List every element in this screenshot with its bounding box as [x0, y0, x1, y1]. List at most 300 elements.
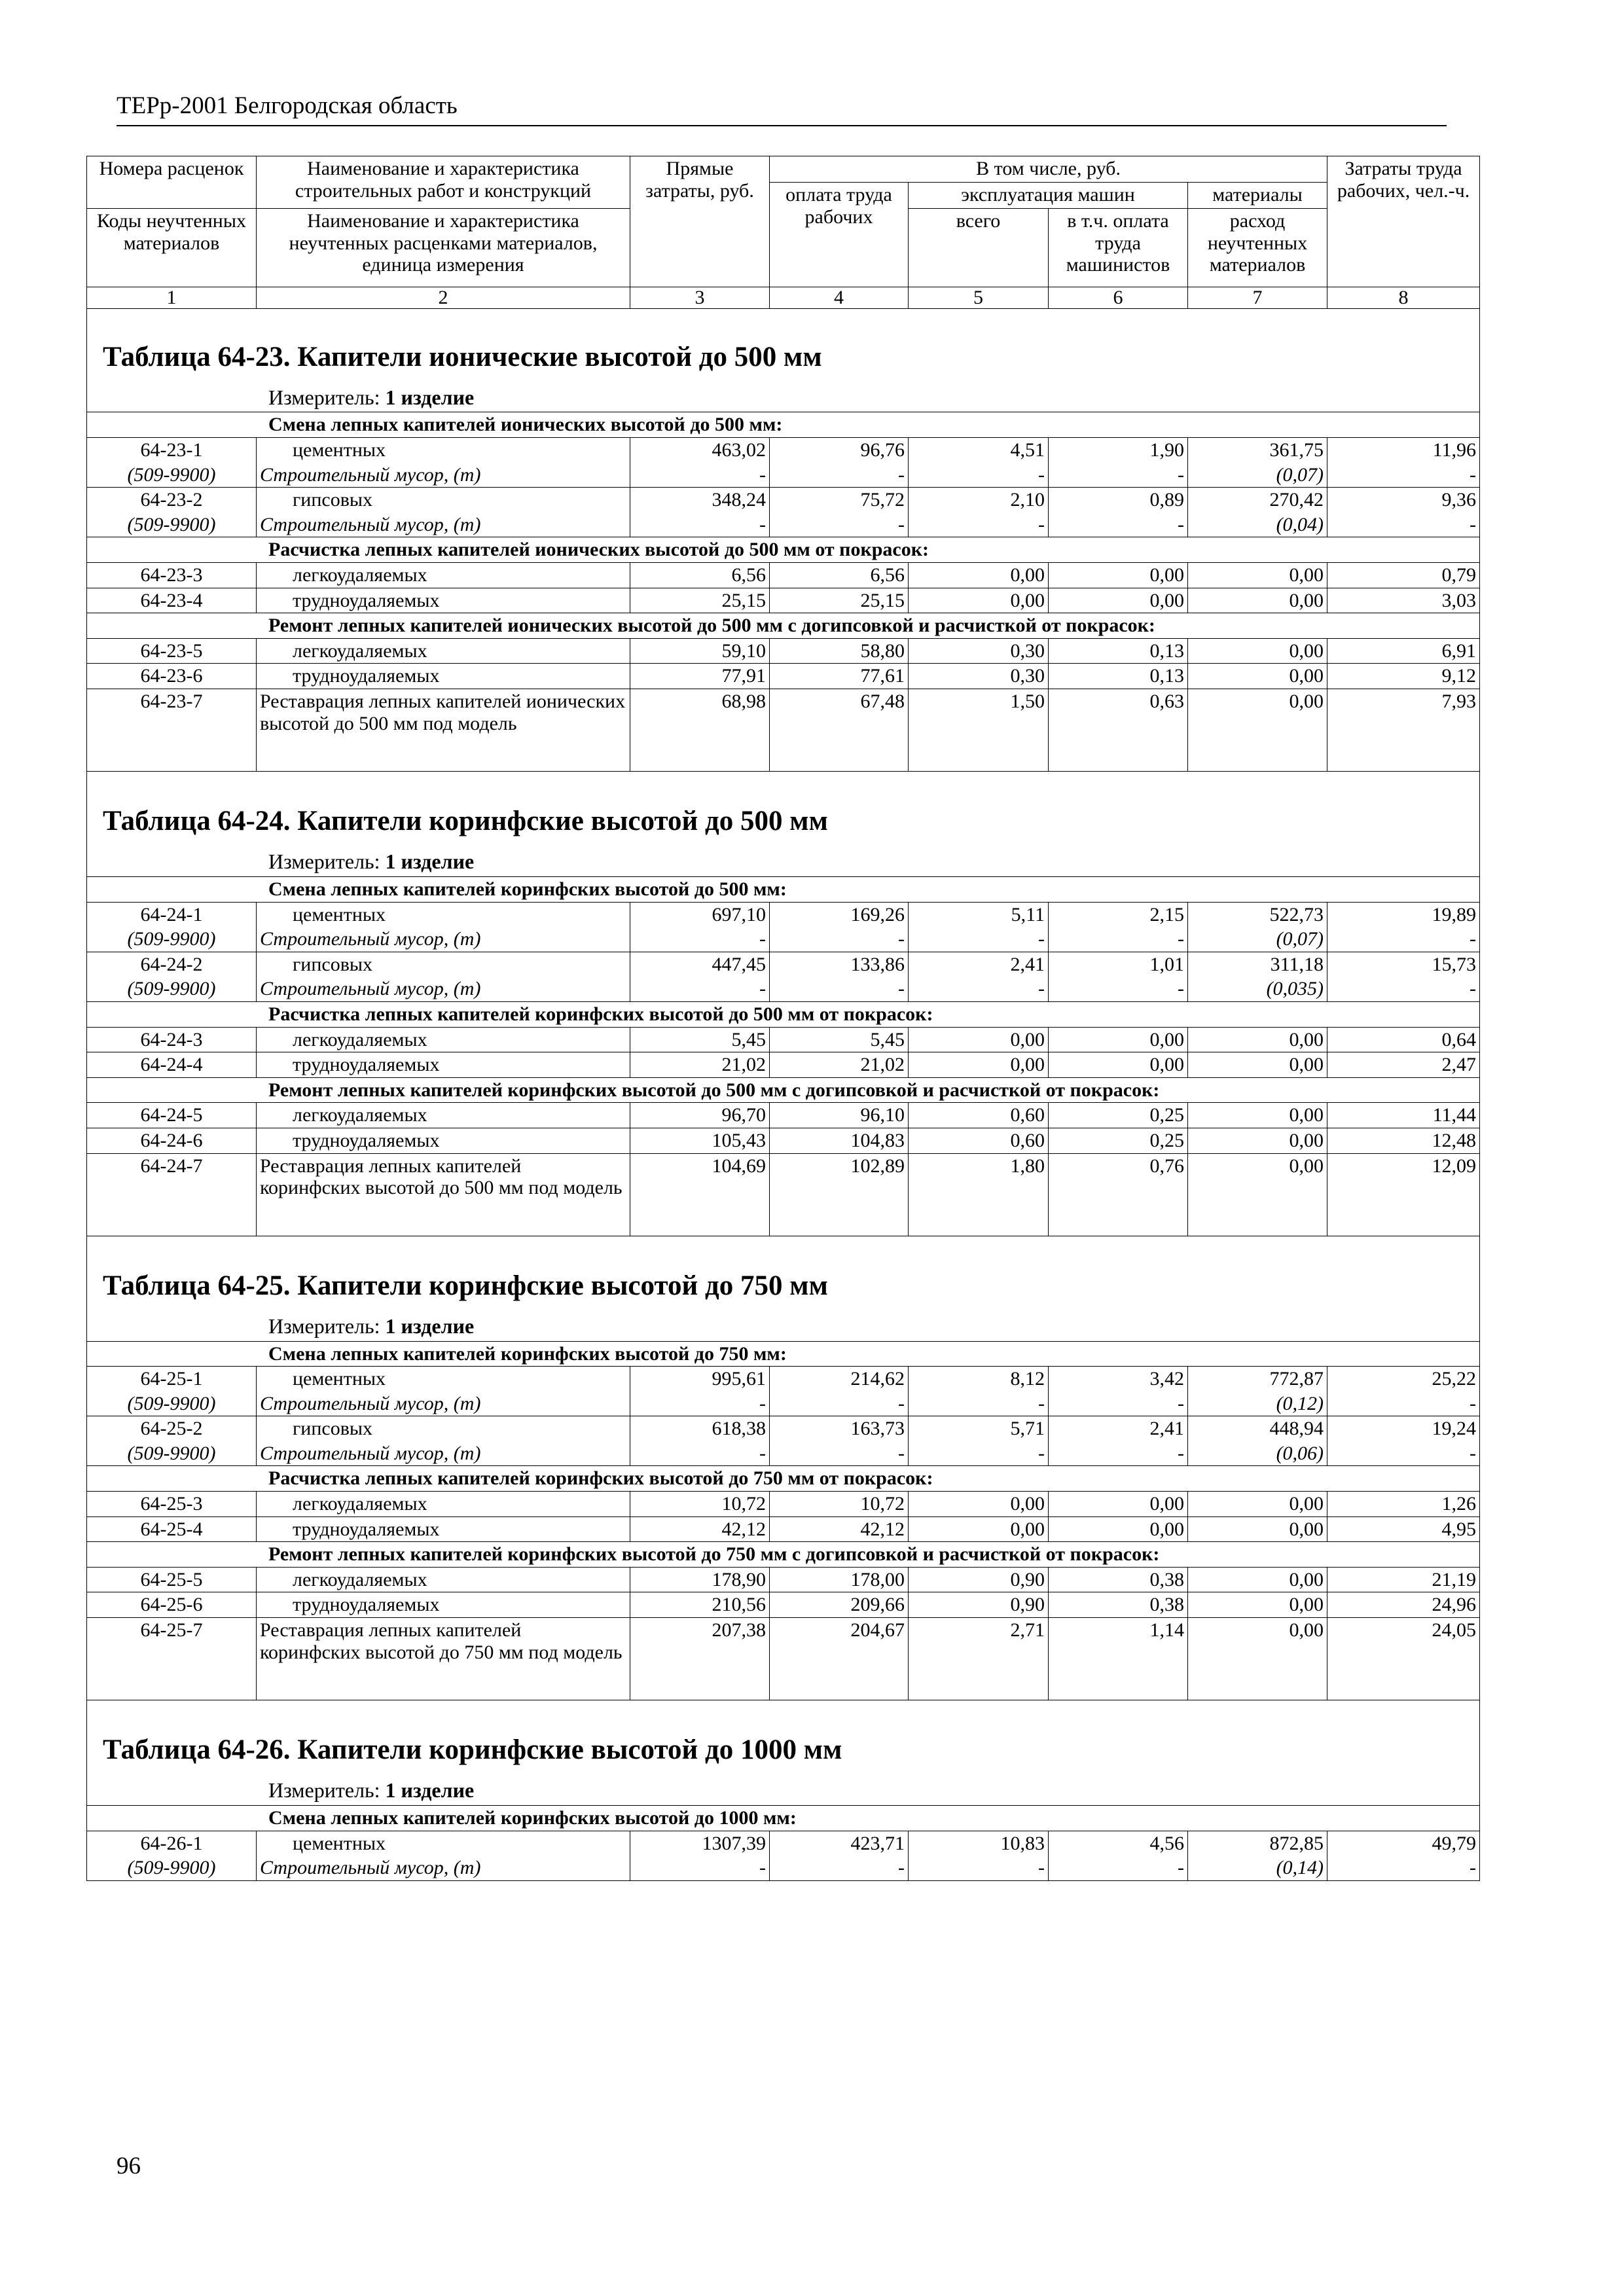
value-machinist-pay: 3,42 — [1049, 1367, 1188, 1391]
value-machines-total: 0,60 — [909, 1103, 1049, 1128]
value-machines-total: 4,51 — [909, 438, 1049, 463]
value-direct-costs: 5,45 — [630, 1027, 770, 1052]
rate-name: трудноудаляемых — [257, 1052, 630, 1078]
measure-cell — [87, 1310, 1480, 1341]
value-direct-costs: 447,45 — [630, 952, 770, 977]
rate-name: трудноудаляемых — [257, 1516, 630, 1542]
material-value: - — [909, 977, 1049, 1001]
value-worker-pay: 214,62 — [770, 1367, 909, 1391]
value-machinist-pay: 0,13 — [1049, 664, 1188, 689]
measure-row — [87, 1310, 1480, 1341]
value-machines-total: 1,80 — [909, 1153, 1049, 1236]
rate-code: 64-25-4 — [87, 1516, 257, 1542]
value-worker-pay: 104,83 — [770, 1128, 909, 1153]
rate-row — [87, 1128, 1480, 1153]
material-row — [87, 512, 1480, 537]
material-value: - — [1327, 512, 1480, 537]
value-machinist-pay: 0,25 — [1049, 1103, 1188, 1128]
material-row — [87, 1441, 1480, 1466]
material-value: - — [909, 463, 1049, 488]
rate-code: 64-23-4 — [87, 588, 257, 613]
value-machinist-pay: 0,00 — [1049, 1052, 1188, 1078]
group-title-row — [87, 412, 1480, 438]
value-labor-costs: 0,64 — [1327, 1027, 1480, 1052]
rate-name: трудноудаляемых — [257, 1592, 630, 1618]
value-machinist-pay: 0,76 — [1049, 1153, 1188, 1236]
value-materials: 0,00 — [1188, 1128, 1327, 1153]
measure-cell — [87, 1774, 1480, 1805]
rate-code: 64-24-2 — [87, 952, 257, 977]
rate-code: 64-23-7 — [87, 689, 257, 772]
value-machines-total: 5,71 — [909, 1416, 1049, 1441]
column-number: 6 — [1049, 287, 1188, 309]
column-numbers-row — [87, 287, 1480, 309]
material-row — [87, 977, 1480, 1001]
value-materials: 0,00 — [1188, 1592, 1327, 1618]
group-title-row — [87, 1806, 1480, 1831]
value-direct-costs: 77,91 — [630, 664, 770, 689]
value-machinist-pay: 0,00 — [1049, 588, 1188, 613]
material-value: - — [1049, 927, 1188, 952]
value-materials: 311,18 — [1188, 952, 1327, 977]
table-title-row — [87, 772, 1480, 846]
column-number: 3 — [630, 287, 770, 309]
rate-row — [87, 664, 1480, 689]
measure-row — [87, 381, 1480, 412]
group-title: Смена лепных капителей коринфских высотой до 750 мм: — [87, 1341, 1480, 1367]
value-materials: 0,00 — [1188, 664, 1327, 689]
value-labor-costs: 21,19 — [1327, 1567, 1480, 1592]
rate-row — [87, 689, 1480, 772]
material-value: (0,07) — [1188, 927, 1327, 952]
material-value: (0,035) — [1188, 977, 1327, 1001]
material-value: - — [1327, 463, 1480, 488]
measure-row — [87, 845, 1480, 876]
material-row — [87, 927, 1480, 952]
group-title: Ремонт лепных капителей коринфских высотой до 750 мм с догипсовкой и расчисткой от покрасок: — [87, 1542, 1480, 1568]
rate-name: легкоудаляемых — [257, 1103, 630, 1128]
col-machines-total-header: всего — [909, 209, 1049, 287]
measure-label: Измеритель: — [268, 850, 380, 874]
value-machines-total: 2,10 — [909, 488, 1049, 512]
group-title: Ремонт лепных капителей ионических высотой до 500 мм с догипсовкой и расчисткой от покрасок: — [87, 613, 1480, 639]
value-direct-costs: 697,10 — [630, 902, 770, 927]
material-name: Строительный мусор, (т) — [257, 1391, 630, 1416]
value-worker-pay: 42,12 — [770, 1516, 909, 1542]
rate-row — [87, 638, 1480, 664]
material-value: (0,06) — [1188, 1441, 1327, 1466]
value-direct-costs: 6,56 — [630, 563, 770, 588]
value-worker-pay: 25,15 — [770, 588, 909, 613]
rate-name: легкоудаляемых — [257, 563, 630, 588]
page-header: ТЕРр-2001 Белгородская область — [117, 92, 1447, 126]
value-machines-total: 0,00 — [909, 563, 1049, 588]
table-title: Таблица 64-23. Капители ионические высотой до 500 мм — [87, 308, 1480, 381]
value-labor-costs: 6,91 — [1327, 638, 1480, 664]
value-worker-pay: 204,67 — [770, 1618, 909, 1700]
value-materials: 270,42 — [1188, 488, 1327, 512]
value-machines-total: 1,50 — [909, 689, 1049, 772]
value-materials: 772,87 — [1188, 1367, 1327, 1391]
rate-code: 64-24-1 — [87, 902, 257, 927]
group-title-row — [87, 1542, 1480, 1568]
material-value: - — [909, 1441, 1049, 1466]
col-machines-header: эксплуатация машин — [909, 183, 1188, 209]
measure-cell — [87, 845, 1480, 876]
value-direct-costs: 21,02 — [630, 1052, 770, 1078]
column-number: 7 — [1188, 287, 1327, 309]
rate-name: гипсовых — [257, 952, 630, 977]
value-direct-costs: 463,02 — [630, 438, 770, 463]
page-number: 96 — [117, 2153, 141, 2179]
material-value: - — [1049, 1441, 1188, 1466]
value-labor-costs: 11,44 — [1327, 1103, 1480, 1128]
value-materials: 361,75 — [1188, 438, 1327, 463]
group-title-row — [87, 613, 1480, 639]
material-value: - — [909, 927, 1049, 952]
material-row — [87, 1856, 1480, 1880]
value-direct-costs: 25,15 — [630, 588, 770, 613]
column-number: 8 — [1327, 287, 1480, 309]
material-row — [87, 1391, 1480, 1416]
rate-code: 64-25-6 — [87, 1592, 257, 1618]
value-worker-pay: 423,71 — [770, 1831, 909, 1856]
material-value: - — [630, 977, 770, 1001]
value-machinist-pay: 4,56 — [1049, 1831, 1188, 1856]
material-code: (509-9900) — [87, 1441, 257, 1466]
material-value: - — [1327, 1441, 1480, 1466]
group-title: Ремонт лепных капителей коринфских высотой до 500 мм с догипсовкой и расчисткой от покрасок: — [87, 1077, 1480, 1103]
group-title-row — [87, 1001, 1480, 1027]
measure-row — [87, 1774, 1480, 1805]
value-materials: 0,00 — [1188, 1516, 1327, 1542]
material-value: - — [770, 463, 909, 488]
col-materials-consumption-header: расход неучтенных материалов — [1188, 209, 1327, 287]
value-labor-costs: 12,48 — [1327, 1128, 1480, 1153]
material-name: Строительный мусор, (т) — [257, 1441, 630, 1466]
rate-name: гипсовых — [257, 488, 630, 512]
column-number: 1 — [87, 287, 257, 309]
value-worker-pay: 163,73 — [770, 1416, 909, 1441]
group-title-row — [87, 1341, 1480, 1367]
value-worker-pay: 5,45 — [770, 1027, 909, 1052]
rate-code: 64-25-1 — [87, 1367, 257, 1391]
value-worker-pay: 178,00 — [770, 1567, 909, 1592]
value-machines-total: 0,00 — [909, 1492, 1049, 1517]
table-title-row — [87, 308, 1480, 381]
rate-name: Реставрация лепных капителей коринфских высотой до 500 мм под модель — [257, 1153, 630, 1236]
rate-name: легкоудаляемых — [257, 1027, 630, 1052]
value-machines-total: 0,90 — [909, 1592, 1049, 1618]
value-materials: 0,00 — [1188, 1492, 1327, 1517]
value-machinist-pay: 0,25 — [1049, 1128, 1188, 1153]
value-materials: 0,00 — [1188, 1052, 1327, 1078]
rate-name: цементных — [257, 438, 630, 463]
col-work-name-header: Наименование и характеристика строительных работ и конструкций — [257, 156, 630, 209]
table-title: Таблица 64-24. Капители коринфские высотой до 500 мм — [87, 772, 1480, 846]
material-value: - — [1327, 927, 1480, 952]
value-machinist-pay: 0,00 — [1049, 1492, 1188, 1517]
rate-code: 64-25-2 — [87, 1416, 257, 1441]
value-materials: 0,00 — [1188, 1103, 1327, 1128]
rate-row — [87, 1103, 1480, 1128]
rate-code: 64-23-1 — [87, 438, 257, 463]
rate-row — [87, 1831, 1480, 1856]
value-materials: 0,00 — [1188, 1567, 1327, 1592]
material-value: (0,14) — [1188, 1856, 1327, 1880]
col-including-header: В том числе, руб. — [770, 156, 1327, 183]
material-name: Строительный мусор, (т) — [257, 1856, 630, 1880]
group-title: Смена лепных капителей коринфских высотой до 1000 мм: — [87, 1806, 1480, 1831]
rate-code: 64-24-4 — [87, 1052, 257, 1078]
value-machines-total: 0,00 — [909, 588, 1049, 613]
value-machinist-pay: 2,41 — [1049, 1416, 1188, 1441]
group-title: Расчистка лепных капителей ионических высотой до 500 мм от покрасок: — [87, 537, 1480, 563]
col-materials-header: материалы — [1188, 183, 1327, 209]
material-code: (509-9900) — [87, 1856, 257, 1880]
rate-row — [87, 488, 1480, 512]
value-machinist-pay: 0,13 — [1049, 638, 1188, 664]
rate-code: 64-26-1 — [87, 1831, 257, 1856]
value-direct-costs: 178,90 — [630, 1567, 770, 1592]
group-title: Смена лепных капителей ионических высотой до 500 мм: — [87, 412, 1480, 438]
table-title-row — [87, 1236, 1480, 1310]
group-title-row — [87, 1077, 1480, 1103]
measure-value: 1 изделие — [385, 385, 475, 409]
rate-row — [87, 1592, 1480, 1618]
value-machines-total: 0,00 — [909, 1027, 1049, 1052]
material-value: - — [770, 1856, 909, 1880]
value-worker-pay: 77,61 — [770, 664, 909, 689]
rate-row — [87, 1367, 1480, 1391]
rate-name: Реставрация лепных капителей коринфских высотой до 750 мм под модель — [257, 1618, 630, 1700]
value-machines-total: 0,30 — [909, 638, 1049, 664]
material-name: Строительный мусор, (т) — [257, 927, 630, 952]
rate-row — [87, 563, 1480, 588]
group-title-row — [87, 877, 1480, 903]
material-value: (0,04) — [1188, 512, 1327, 537]
material-value: - — [630, 1856, 770, 1880]
material-value: - — [1049, 977, 1188, 1001]
value-direct-costs: 210,56 — [630, 1592, 770, 1618]
material-value: - — [1049, 1391, 1188, 1416]
value-machines-total: 8,12 — [909, 1367, 1049, 1391]
material-value: - — [770, 927, 909, 952]
value-worker-pay: 21,02 — [770, 1052, 909, 1078]
value-machines-total: 2,71 — [909, 1618, 1049, 1700]
value-machines-total: 2,41 — [909, 952, 1049, 977]
rate-name: легкоудаляемых — [257, 1567, 630, 1592]
rate-code: 64-24-6 — [87, 1128, 257, 1153]
value-worker-pay: 96,10 — [770, 1103, 909, 1128]
material-name: Строительный мусор, (т) — [257, 463, 630, 488]
material-value: - — [1049, 512, 1188, 537]
material-value: - — [630, 512, 770, 537]
material-value: - — [630, 1441, 770, 1466]
value-machines-total: 0,00 — [909, 1052, 1049, 1078]
material-value: - — [770, 1391, 909, 1416]
value-labor-costs: 24,96 — [1327, 1592, 1480, 1618]
value-worker-pay: 169,26 — [770, 902, 909, 927]
rate-name: Реставрация лепных капителей ионических высотой до 500 мм под модель — [257, 689, 630, 772]
value-machinist-pay: 0,89 — [1049, 488, 1188, 512]
col-machinist-pay-header: в т.ч. оплата труда машинистов — [1049, 209, 1188, 287]
value-labor-costs: 7,93 — [1327, 689, 1480, 772]
column-number: 2 — [257, 287, 630, 309]
value-materials: 0,00 — [1188, 689, 1327, 772]
material-value: - — [1327, 977, 1480, 1001]
measure-label: Измеритель: — [268, 1778, 380, 1803]
value-machinist-pay: 0,00 — [1049, 563, 1188, 588]
value-machinist-pay: 0,63 — [1049, 689, 1188, 772]
value-machines-total: 0,30 — [909, 664, 1049, 689]
table-title-row — [87, 1700, 1480, 1774]
value-labor-costs: 2,47 — [1327, 1052, 1480, 1078]
material-value: (0,07) — [1188, 463, 1327, 488]
rate-row — [87, 1516, 1480, 1542]
material-value: (0,12) — [1188, 1391, 1327, 1416]
value-materials: 448,94 — [1188, 1416, 1327, 1441]
rate-code: 64-24-5 — [87, 1103, 257, 1128]
value-labor-costs: 9,36 — [1327, 488, 1480, 512]
value-machinist-pay: 0,38 — [1049, 1567, 1188, 1592]
value-machines-total: 10,83 — [909, 1831, 1049, 1856]
measure-value: 1 изделие — [385, 1778, 475, 1803]
material-value: - — [630, 927, 770, 952]
value-materials: 0,00 — [1188, 588, 1327, 613]
rate-row — [87, 952, 1480, 977]
value-labor-costs: 0,79 — [1327, 563, 1480, 588]
material-value: - — [630, 463, 770, 488]
measure-label: Измеритель: — [268, 1314, 380, 1338]
rate-code: 64-23-5 — [87, 638, 257, 664]
value-direct-costs: 105,43 — [630, 1128, 770, 1153]
value-direct-costs: 348,24 — [630, 488, 770, 512]
table-header — [87, 156, 1480, 309]
material-value: - — [1049, 1856, 1188, 1880]
material-code: (509-9900) — [87, 1391, 257, 1416]
material-name: Строительный мусор, (т) — [257, 512, 630, 537]
col-material-codes-header: Коды неучтенных материалов — [87, 209, 257, 287]
value-materials: 0,00 — [1188, 563, 1327, 588]
value-machinist-pay: 1,90 — [1049, 438, 1188, 463]
value-direct-costs: 59,10 — [630, 638, 770, 664]
measure-label: Измеритель: — [268, 385, 380, 409]
value-worker-pay: 102,89 — [770, 1153, 909, 1236]
value-worker-pay: 10,72 — [770, 1492, 909, 1517]
col-direct-costs-header: Прямые затраты, руб. — [630, 156, 770, 287]
column-number: 5 — [909, 287, 1049, 309]
value-worker-pay: 58,80 — [770, 638, 909, 664]
value-worker-pay: 96,76 — [770, 438, 909, 463]
group-title-row — [87, 1466, 1480, 1492]
value-direct-costs: 68,98 — [630, 689, 770, 772]
value-labor-costs: 19,24 — [1327, 1416, 1480, 1441]
material-code: (509-9900) — [87, 927, 257, 952]
material-value: - — [1327, 1391, 1480, 1416]
value-labor-costs: 1,26 — [1327, 1492, 1480, 1517]
value-labor-costs: 12,09 — [1327, 1153, 1480, 1236]
value-labor-costs: 4,95 — [1327, 1516, 1480, 1542]
value-labor-costs: 15,73 — [1327, 952, 1480, 977]
material-code: (509-9900) — [87, 512, 257, 537]
group-title: Расчистка лепных капителей коринфских высотой до 750 мм от покрасок: — [87, 1466, 1480, 1492]
value-machinist-pay: 0,00 — [1049, 1027, 1188, 1052]
rate-row — [87, 1492, 1480, 1517]
value-direct-costs: 42,12 — [630, 1516, 770, 1542]
col-rate-numbers-header: Номера расценок — [87, 156, 257, 209]
rate-row — [87, 588, 1480, 613]
rate-name: трудноудаляемых — [257, 664, 630, 689]
rate-code: 64-23-6 — [87, 664, 257, 689]
document-body — [86, 156, 1479, 1881]
table-body — [87, 308, 1480, 1880]
rate-row — [87, 902, 1480, 927]
material-value: - — [909, 512, 1049, 537]
column-number: 4 — [770, 287, 909, 309]
rate-code: 64-25-5 — [87, 1567, 257, 1592]
material-value: - — [630, 1391, 770, 1416]
value-labor-costs: 9,12 — [1327, 664, 1480, 689]
value-labor-costs: 25,22 — [1327, 1367, 1480, 1391]
value-direct-costs: 618,38 — [630, 1416, 770, 1441]
rate-row — [87, 1153, 1480, 1236]
material-value: - — [770, 512, 909, 537]
value-machinist-pay: 2,15 — [1049, 902, 1188, 927]
value-materials: 0,00 — [1188, 1153, 1327, 1236]
value-direct-costs: 10,72 — [630, 1492, 770, 1517]
rate-row — [87, 1052, 1480, 1078]
value-direct-costs: 1307,39 — [630, 1831, 770, 1856]
rate-code: 64-23-3 — [87, 563, 257, 588]
value-direct-costs: 96,70 — [630, 1103, 770, 1128]
material-value: - — [1049, 463, 1188, 488]
measure-value: 1 изделие — [385, 1314, 475, 1338]
col-labor-costs-header: Затраты труда рабочих, чел.-ч. — [1327, 156, 1480, 287]
value-machinist-pay: 1,01 — [1049, 952, 1188, 977]
group-title-row — [87, 537, 1480, 563]
material-name: Строительный мусор, (т) — [257, 977, 630, 1001]
value-worker-pay: 67,48 — [770, 689, 909, 772]
value-labor-costs: 3,03 — [1327, 588, 1480, 613]
rate-name: цементных — [257, 902, 630, 927]
rate-name: трудноудаляемых — [257, 588, 630, 613]
value-materials: 0,00 — [1188, 1027, 1327, 1052]
value-direct-costs: 104,69 — [630, 1153, 770, 1236]
value-direct-costs: 207,38 — [630, 1618, 770, 1700]
rate-name: цементных — [257, 1831, 630, 1856]
rates-table — [86, 156, 1480, 1881]
value-worker-pay: 75,72 — [770, 488, 909, 512]
value-machinist-pay: 1,14 — [1049, 1618, 1188, 1700]
rate-name: гипсовых — [257, 1416, 630, 1441]
value-machines-total: 0,00 — [909, 1516, 1049, 1542]
material-code: (509-9900) — [87, 977, 257, 1001]
table-title: Таблица 64-26. Капители коринфские высотой до 1000 мм — [87, 1700, 1480, 1774]
measure-cell — [87, 381, 1480, 412]
value-machines-total: 5,11 — [909, 902, 1049, 927]
rate-code: 64-23-2 — [87, 488, 257, 512]
value-materials: 0,00 — [1188, 1618, 1327, 1700]
table-title: Таблица 64-25. Капители коринфские высотой до 750 мм — [87, 1236, 1480, 1310]
value-machinist-pay: 0,00 — [1049, 1516, 1188, 1542]
rate-code: 64-25-7 — [87, 1618, 257, 1700]
material-code: (509-9900) — [87, 463, 257, 488]
material-value: - — [770, 977, 909, 1001]
value-materials: 872,85 — [1188, 1831, 1327, 1856]
value-labor-costs: 49,79 — [1327, 1831, 1480, 1856]
rate-row — [87, 1416, 1480, 1441]
